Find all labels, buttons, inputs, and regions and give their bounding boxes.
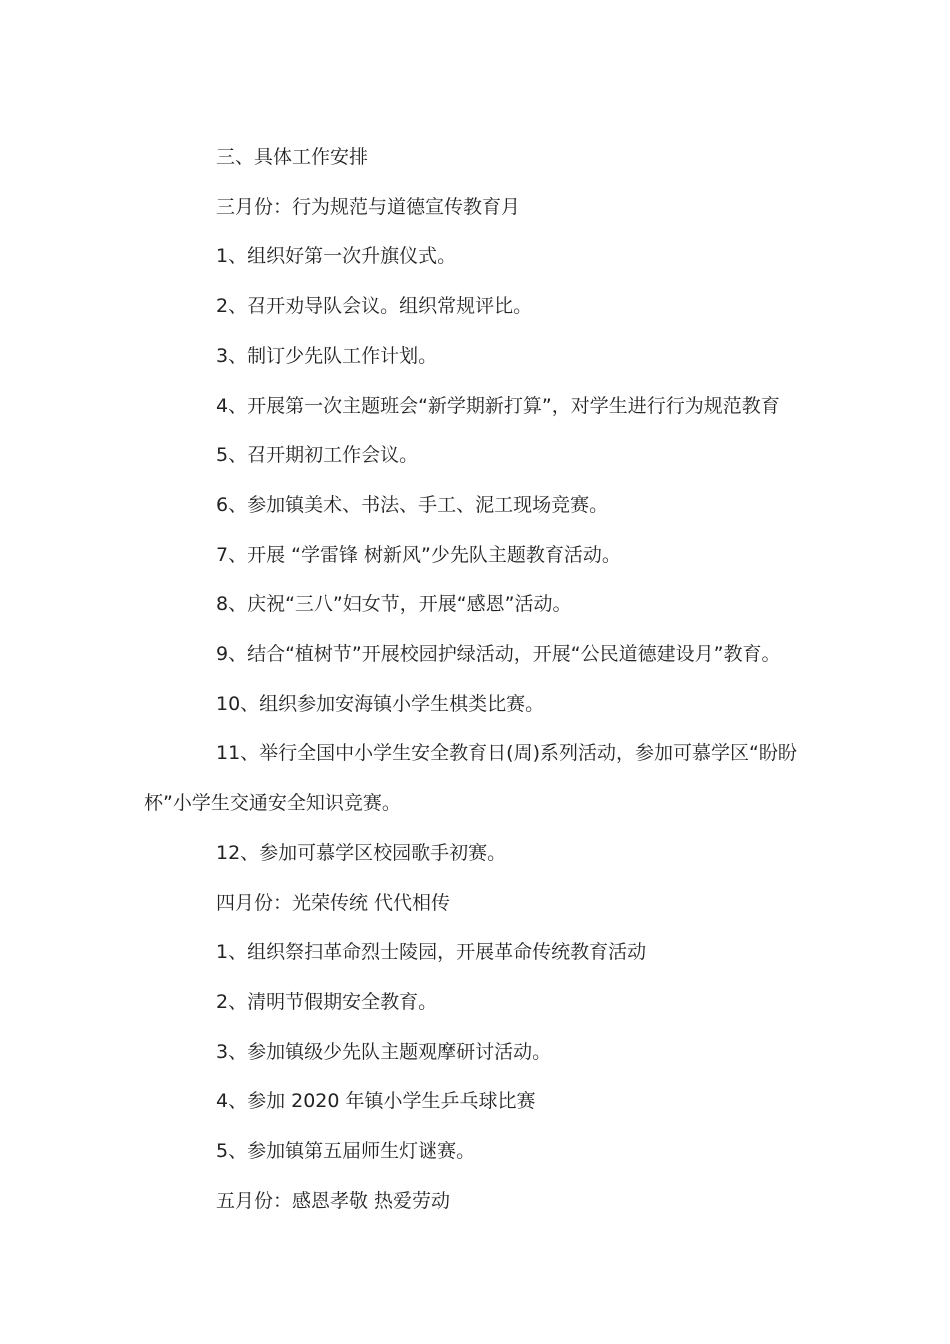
list-item: 10、组织参加安海镇小学生棋类比赛。 <box>216 692 545 715</box>
list-item: 9、结合“植树节”开展校园护绿活动，开展“公民道德建设月”教育。 <box>216 643 781 666</box>
list-item: 5、参加镇第五届师生灯谜赛。 <box>216 1140 476 1163</box>
document-body <box>144 133 824 1226</box>
list-item: 2、清明节假期安全教育。 <box>216 990 438 1013</box>
list-item: 4、参加 2020 年镇小学生乒乓球比赛 <box>216 1090 536 1113</box>
section-heading: 三、具体工作安排 <box>216 146 369 168</box>
list-item: 3、制订少先队工作计划。 <box>216 344 438 367</box>
month-heading-march: 三月份：行为规范与道德宣传教育月 <box>216 195 521 218</box>
list-item: 1、组织祭扫革命烈士陵园，开展革命传统教育活动 <box>216 941 647 964</box>
list-item: 7、开展 “学雷锋 树新风”少先队主题教育活动。 <box>216 543 621 566</box>
list-item: 5、召开期初工作会议。 <box>216 444 419 467</box>
list-item: 1、组织好第一次升旗仪式。 <box>216 245 457 268</box>
list-item: 4、开展第一次主题班会“新学期新打算”，对学生进行行为规范教育 <box>216 394 780 417</box>
month-heading-april: 四月份：光荣传统 代代相传 <box>216 891 451 914</box>
list-item: 6、参加镇美术、书法、手工、泥工现场竞赛。 <box>216 493 609 516</box>
month-heading-may: 五月份：感恩孝敬 热爱劳动 <box>216 1189 451 1212</box>
list-item: 8、庆祝“三八”妇女节，开展“感恩”活动。 <box>216 593 572 616</box>
list-item: 11、举行全国中小学生安全教育日(周)系列活动，参加可慕学区“盼盼杯”小学生交通安全知识竞赛。 <box>144 742 797 815</box>
list-item: 3、参加镇级少先队主题观摩研讨活动。 <box>216 1040 552 1063</box>
list-item: 12、参加可慕学区校园歌手初赛。 <box>216 841 507 864</box>
list-item: 2、召开劝导队会议。组织常规评比。 <box>216 295 533 318</box>
